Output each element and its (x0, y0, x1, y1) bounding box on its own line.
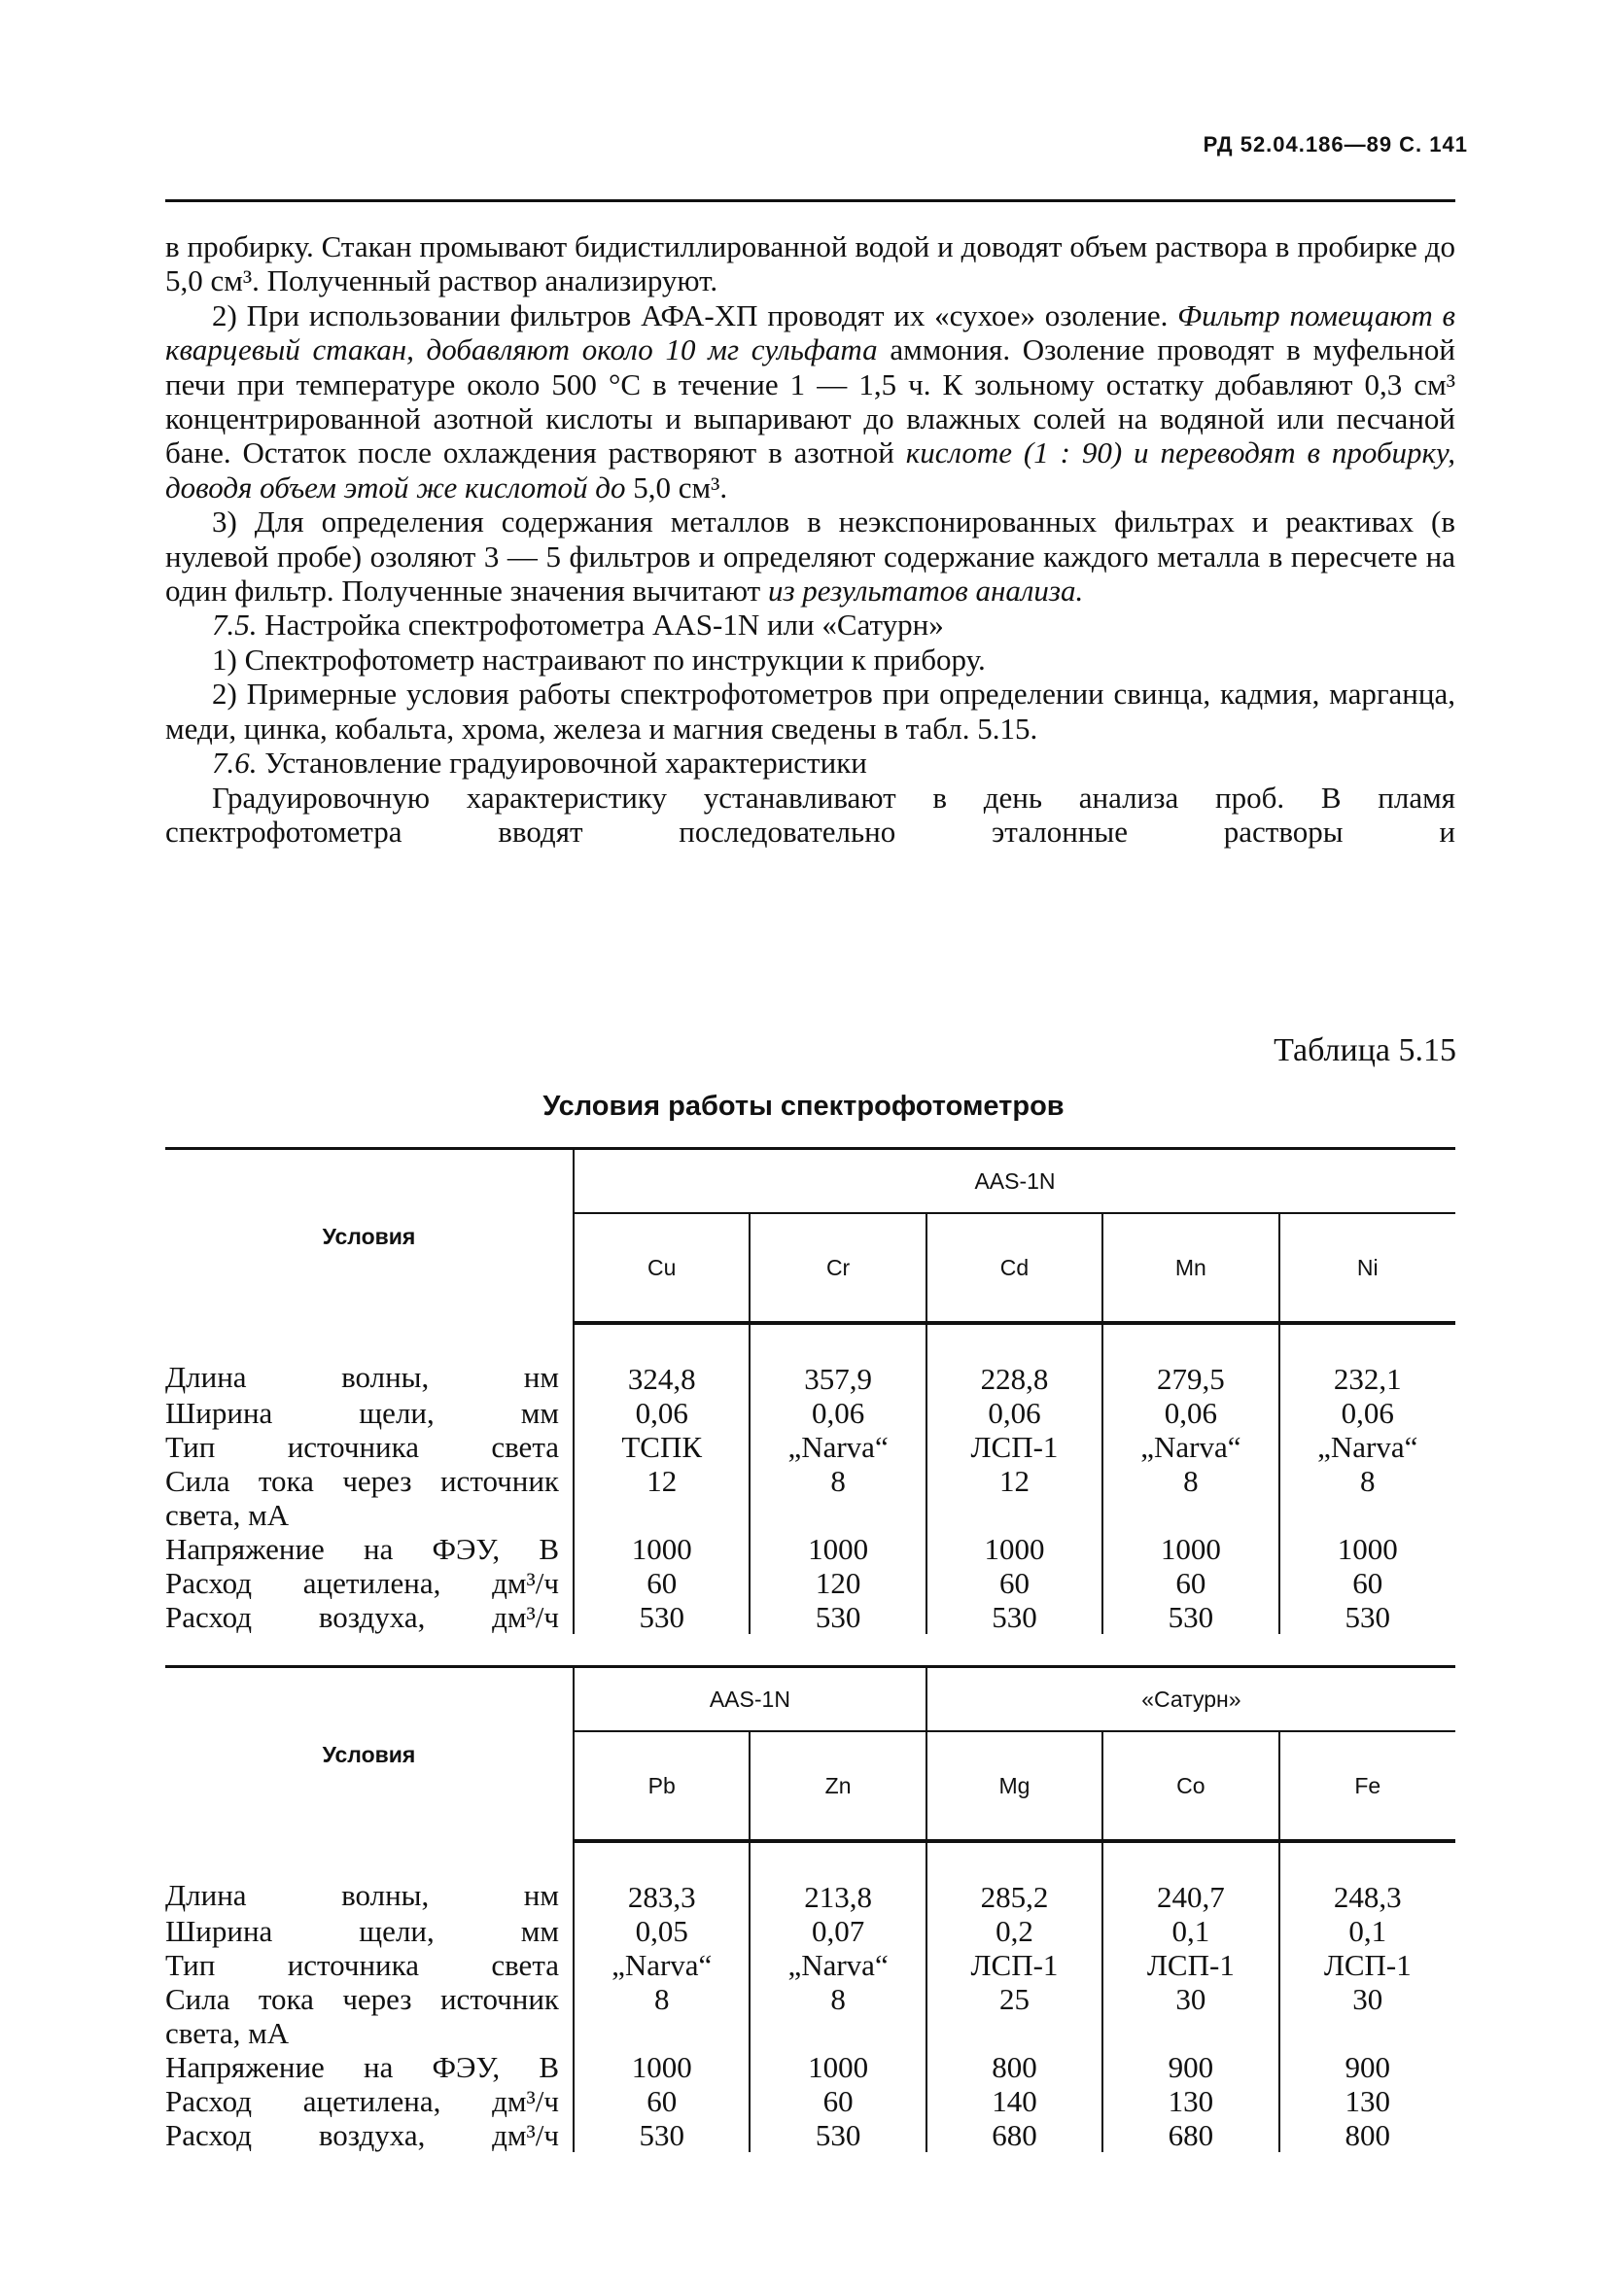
cell: 1000 (1279, 1532, 1455, 1566)
cell: „Narva“ (1279, 1430, 1455, 1464)
paragraph-continuation: в пробирку. Стакан промывают бидистиллированной водой и доводят объем раствора в пробирке до 5,0 см³. Полученный раствор анализируют. (165, 229, 1455, 298)
header-rule (165, 199, 1455, 202)
metal-header: Mn (1102, 1213, 1278, 1323)
cell: 1000 (1102, 1532, 1278, 1566)
cell: ЛСП-1 (1102, 1948, 1278, 1982)
metal-header: Co (1102, 1731, 1278, 1841)
table-row (165, 1323, 1455, 1396)
cell: 279,5 (1102, 1323, 1278, 1396)
table-row (165, 1948, 1455, 1982)
table-aas-part1 (165, 1147, 1455, 1634)
metal-header: Mg (926, 1731, 1102, 1841)
row-label: Ширина щели, мм (165, 1396, 559, 1430)
list-item: 2) Примерные условия работы спектрофотометров при определении свинца, кадмия, марганца, меди, цинка, кобальта, хрома, железа и магния сведены в табл. 5.15. (165, 677, 1455, 746)
cell: 0,1 (1279, 1914, 1455, 1948)
cell: 60 (574, 1566, 750, 1600)
cell: 0,06 (750, 1396, 926, 1430)
cell: 30 (1102, 1982, 1278, 2050)
cell: 232,1 (1279, 1323, 1455, 1396)
cell: 130 (1279, 2084, 1455, 2118)
cell: 8 (750, 1982, 926, 2050)
cell: „Narva“ (574, 1948, 750, 1982)
cell: 0,07 (750, 1914, 926, 1948)
cell: „Narva“ (750, 1948, 926, 1982)
table-row (165, 1464, 1455, 1532)
cell: 530 (1279, 1600, 1455, 1634)
table-row (165, 1982, 1455, 2050)
cell: 213,8 (750, 1841, 926, 1914)
page-header: РД 52.04.186—89 С. 141 (1203, 132, 1468, 157)
cell: 30 (1279, 1982, 1455, 2050)
row-label: Ширина щели, мм (165, 1914, 559, 1948)
row-label: Расход воздуха, дм³/ч (165, 2118, 559, 2152)
cell: 680 (1102, 2118, 1278, 2152)
metal-header: Fe (1279, 1731, 1455, 1841)
cell: 530 (750, 1600, 926, 1634)
conditions-header: Условия (165, 1149, 574, 1324)
cell: ЛСП-1 (926, 1948, 1102, 1982)
cell: 900 (1279, 2050, 1455, 2084)
cell: 0,06 (926, 1396, 1102, 1430)
cell: 60 (926, 1566, 1102, 1600)
row-label: Расход воздуха, дм³/ч (165, 1600, 559, 1634)
group-header-aas: AAS-1N (574, 1149, 1455, 1214)
metal-header: Cu (574, 1213, 750, 1323)
cell: 800 (1279, 2118, 1455, 2152)
cell: 8 (750, 1464, 926, 1532)
cell: 0,1 (1102, 1914, 1278, 1948)
cell: 130 (1102, 2084, 1278, 2118)
row-label: Расход ацетилена, дм³/ч (165, 1566, 559, 1600)
cell: 357,9 (750, 1323, 926, 1396)
cell: 0,06 (574, 1396, 750, 1430)
group-header-saturn: «Сатурн» (926, 1667, 1455, 1732)
cell: 228,8 (926, 1323, 1102, 1396)
metal-header: Cd (926, 1213, 1102, 1323)
cell: 285,2 (926, 1841, 1102, 1914)
cell: 1000 (750, 1532, 926, 1566)
cell: 140 (926, 2084, 1102, 2118)
metal-header: Pb (574, 1731, 750, 1841)
cell: 60 (1279, 1566, 1455, 1600)
cell: 324,8 (574, 1323, 750, 1396)
cell: 1000 (926, 1532, 1102, 1566)
cell: 60 (1102, 1566, 1278, 1600)
cell: 530 (574, 1600, 750, 1634)
cell: 60 (750, 2084, 926, 2118)
table-row (165, 1532, 1455, 1566)
cell: 283,3 (574, 1841, 750, 1914)
table-title: Условия работы спектрофотометров (542, 1091, 1065, 1122)
list-item: 1) Спектрофотометр настраивают по инструкции к прибору. (212, 642, 986, 677)
row-label: Тип источника света (165, 1430, 559, 1464)
cell: 530 (1102, 1600, 1278, 1634)
cell: „Narva“ (1102, 1430, 1278, 1464)
paragraph-calibration: Градуировочную характеристику устанавливают в день анализа проб. В пламя спектрофотометра вводят последовательно эталонные растворы и (165, 780, 1455, 849)
cell: 8 (1102, 1464, 1278, 1532)
table-row (165, 2084, 1455, 2118)
row-label: Напряжение на ФЭУ, В (165, 2050, 559, 2084)
row-label: Длина волны, нм (165, 1360, 559, 1394)
row-label: Напряжение на ФЭУ, В (165, 1532, 559, 1566)
cell: ТСПК (574, 1430, 750, 1464)
body-text (165, 229, 1455, 849)
cell: 0,06 (1279, 1396, 1455, 1430)
table-row (165, 1600, 1455, 1634)
table-row (165, 2118, 1455, 2152)
metal-header: Ni (1279, 1213, 1455, 1323)
metal-header: Cr (750, 1213, 926, 1323)
row-label: Расход ацетилена, дм³/ч (165, 2084, 559, 2118)
table-row (165, 1914, 1455, 1948)
table-row (165, 2050, 1455, 2084)
metal-header: Zn (750, 1731, 926, 1841)
cell: 1000 (750, 2050, 926, 2084)
row-label: Длина волны, нм (165, 1878, 559, 1912)
paragraph-blank-sample: 3) Для определения содержания металлов в неэкспонированных фильтрах и реактивах (в нулевой пробе) озоляют 3 — 5 фильтров и определяют содержание каждого металла в пересчете на один фильтр. Полученные значения вычитают из результатов анализа. (165, 504, 1455, 609)
cell: 25 (926, 1982, 1102, 2050)
row-label: Сила тока через источник света, мА (165, 1464, 559, 1532)
cell: 248,3 (1279, 1841, 1455, 1914)
cell: 1000 (574, 1532, 750, 1566)
cell: 12 (574, 1464, 750, 1532)
paragraph-ashing: 2) При использовании фильтров АФА-ХП проводят их «сухое» озоление. Фильтр помещают в кварцевый стакан, добавляют около 10 мг сульфата аммония. Озоление проводят в муфельной печи при температуре около 500 °С в течение 1 — 1,5 ч. К зольному остатку добавляют 0,3 см³ концентрированной азотной кислоты и выпаривают до влажных солей на водяной или песчаной бане. Остаток после охлаждения растворяют в азотной кислоте (1 : 90) и переводят в пробирку, доводя объем этой же кислотой до 5,0 см³. (165, 297, 1455, 504)
cell: 530 (750, 2118, 926, 2152)
cell: 530 (574, 2118, 750, 2152)
cell: 900 (1102, 2050, 1278, 2084)
table-row (165, 1841, 1455, 1914)
cell: „Narva“ (750, 1430, 926, 1464)
table-aas-saturn-part2 (165, 1665, 1455, 2152)
cell: 680 (926, 2118, 1102, 2152)
cell: ЛСП-1 (1279, 1948, 1455, 1982)
cell: 60 (574, 2084, 750, 2118)
section-7-5-heading: 7.5. Настройка спектрофотометра AAS-1N или «Сатурн» (212, 608, 944, 643)
cell: 120 (750, 1566, 926, 1600)
cell: 240,7 (1102, 1841, 1278, 1914)
section-7-6-heading: 7.6. Установление градуировочной характеристики (212, 746, 867, 781)
cell: 1000 (574, 2050, 750, 2084)
table-row (165, 1396, 1455, 1430)
group-header-aas: AAS-1N (574, 1667, 926, 1732)
cell: 530 (926, 1600, 1102, 1634)
row-label: Тип источника света (165, 1948, 559, 1982)
cell: 0,2 (926, 1914, 1102, 1948)
table-number: Таблица 5.15 (1274, 1032, 1456, 1068)
cell: 0,05 (574, 1914, 750, 1948)
conditions-header: Условия (165, 1667, 574, 1842)
cell: 12 (926, 1464, 1102, 1532)
cell: 8 (1279, 1464, 1455, 1532)
cell: 0,06 (1102, 1396, 1278, 1430)
row-label: Сила тока через источник света, мА (165, 1982, 559, 2050)
table-row (165, 1566, 1455, 1600)
cell: ЛСП-1 (926, 1430, 1102, 1464)
table-row (165, 1430, 1455, 1464)
cell: 800 (926, 2050, 1102, 2084)
cell: 8 (574, 1982, 750, 2050)
